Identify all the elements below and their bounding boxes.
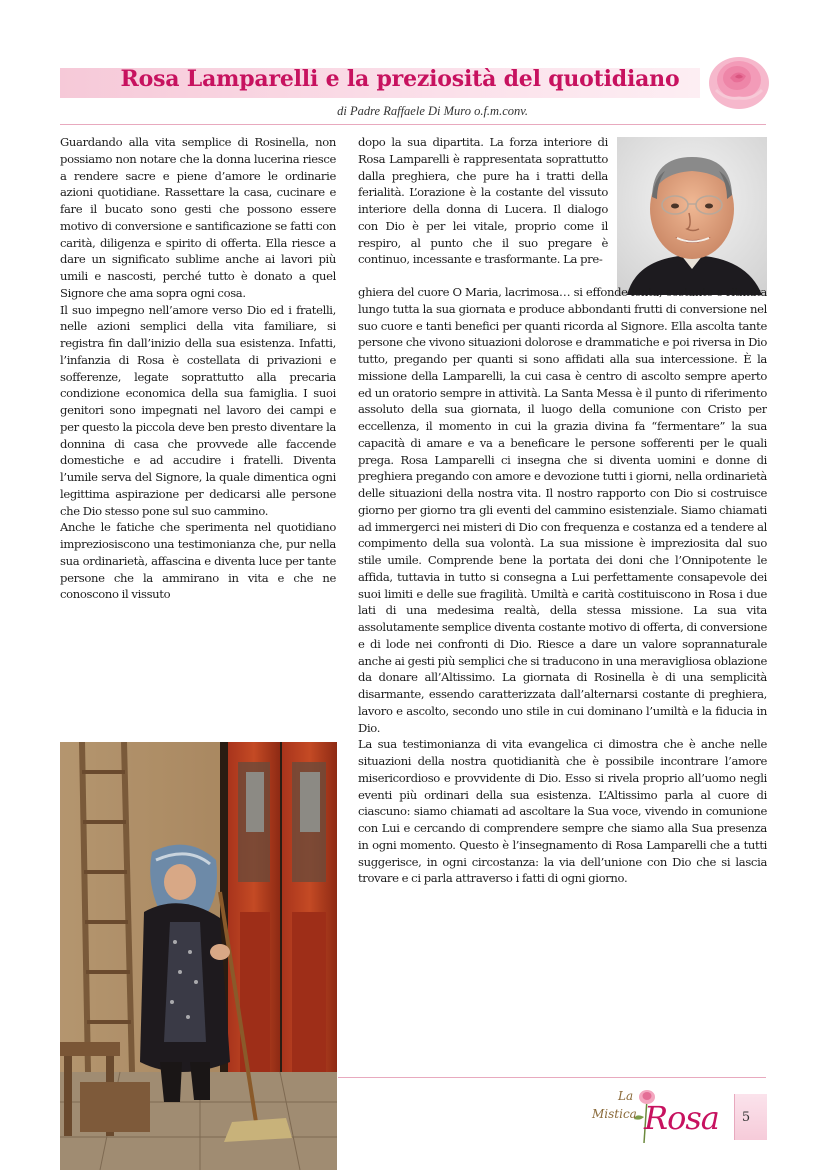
paragraph: dopo la sua dipartita. La forza interiore di Rosa Lamparelli è rappresentata soprattutto dalla preghiera, che pure ha i tratti della ferialità. L’orazione è la costante del vissuto interiore della donna di Lucera. Il dialogo con Dio è per lei vitale, proprio come il respiro, al punto che il suo pregare è continuo, incessante e trasformante. La pre- (358, 135, 608, 267)
byline: di Padre Raffaele Di Muro o.f.m.conv. (337, 104, 528, 118)
column-right-top (358, 134, 608, 268)
rose-icon (706, 50, 772, 112)
portrait-photo (617, 137, 767, 295)
logo-rosa: Rosa (644, 1099, 719, 1137)
divider (338, 1077, 766, 1078)
paragraph: Anche le fatiche che sperimenta nel quotidiano impreziosiscono una testimonianza che, pur nella sua ordinarietà, affascina e diventa luce per tante persone che la ammirano in vita e che ne conoscono il vissuto (60, 520, 336, 602)
column-right-main (358, 284, 767, 887)
logo-mistica: Mistica (592, 1107, 637, 1121)
paragraph: ghiera del cuore O Maria, lacrimosa… si effonde lenta, costante e ritmata lungo tutta la sua giornata e produce abbondanti frutti di conversione nel suo cuore e tanti benefici per quanti ricorda al Signore. Ella ascolta tante persone che vivono situazioni dolorose e drammatiche e poi riversa in Dio tutto, pregando per quanti si sono affidati alla sua intercessione. È la missione della Lamparelli, la cui casa è centro di ascolto sempre aperto ed un oratorio sempre in attività. La Santa Messa è il punto di riferimento assoluto della sua giornata, il luogo della comunione con Cristo per eccellenza, il momento in cui la grazia divina fa “fermentare” la sua capacità di amare e va a beneficare le persone sofferenti per le quali prega. Rosa Lamparelli ci insegna che si diventa uomini e donne di preghiera pregando con amore e devozione tutti i giorni, nella ordinarietà delle situazioni della nostra vita. Il nostro rapporto con Dio si costruisce giorno per giorno tra gli eventi del cammino esistenziale. Siamo chiamati ad immergerci nei misteri di Dio con frequenza e costanza ed a tendere al compimento della sua volontà. La sua missione è impreziosita dal suo stile umile. Comprende bene la portata dei doni che l’Onnipotente le affida, tuttavia in tutto si consegna a Lui perfettamente consapevole dei suoi limiti e delle sue fragilità. Umiltà e carità costituiscono in Rosa i due lati di una medesima realtà, della stessa missione. La sua vita assolutamente semplice diventa costante motivo di offerta, di conversione e di lode nei confronti di Dio. Riesce a dare un valore soprannaturale anche ai gesti più semplici che si traducono in una meravigliosa oblazione da donare all’Altissimo. La giornata di Rosinella è di una semplicità disarmante, essendo caratterizzata dall’alternarsi costante di preghiera, lavoro e ascolto, secondo uno stile in cui dominano l’umiltà e la fiducia in Dio. (358, 285, 767, 735)
page-number: 5 (741, 1110, 751, 1125)
paragraph: Il suo impegno nell’amore verso Dio ed i fratelli, nelle azioni semplici della vita familiare, si registra fin dall’inizio della sua esistenza. Infatti, l’infanzia di Rosa è costellata di privazioni e sofferenze, legate soprattutto alla precaria condizione economica della sua famiglia. I suoi genitori sono impegnati nel lavoro dei campi e per questo la piccola deve ben presto diventare la donnina di casa che provvede alle faccende domestiche e ad accudire i fratelli. Diventa l’umile serva del Signore, la quale dimentica ogni legittima aspirazione per dedicarsi alle persone che Dio stesso pone sul suo cammino. (60, 302, 336, 518)
paragraph: La sua testimonianza di vita evangelica ci dimostra che è anche nelle situazioni della nostra quotidianità che è possibile incontrare l’amore misericordioso e provvidente di Dio. Esso si rivela proprio all’uomo negli eventi più ordinari della sua esistenza. L’Altissimo parla al cuore di ciascuno: siamo chiamati ad ascoltare la Sua voce, vivendo in comunione con Lui e cercando di comprendere sempre che siamo alla Sua presenza in ogni momento. Questo è l’insegnamento di Rosa Lamparelli che a tutti suggerisce, in ogni circostanza: la via dell’unione con Dio che si lascia trovare e ci parla attraverso i fatti di ogni giorno. (358, 737, 767, 886)
column-left (60, 134, 336, 738)
woman-sweeping-photo (60, 742, 337, 1170)
article-title: Rosa Lamparelli e la preziosità del quotidiano (120, 66, 680, 92)
divider (60, 124, 766, 125)
magazine-logo (570, 1087, 730, 1147)
logo-la: La (618, 1089, 634, 1103)
paragraph: Guardando alla vita semplice di Rosinella, non possiamo non notare che la donna lucerina riesce a rendere sacre e piene d’amore le ordinarie azioni quotidiane. Rassettare la casa, cucinare e fare il bucato sono gesti che possono essere motivo di conversione e santificazione se fatti con carità, diligenza e spirito di offerta. Ella riesce a dare un significato sublime anche ai lavori più umili e nascosti, perché tutto è donato a quel Signore che ama sopra ogni cosa. (60, 135, 336, 300)
